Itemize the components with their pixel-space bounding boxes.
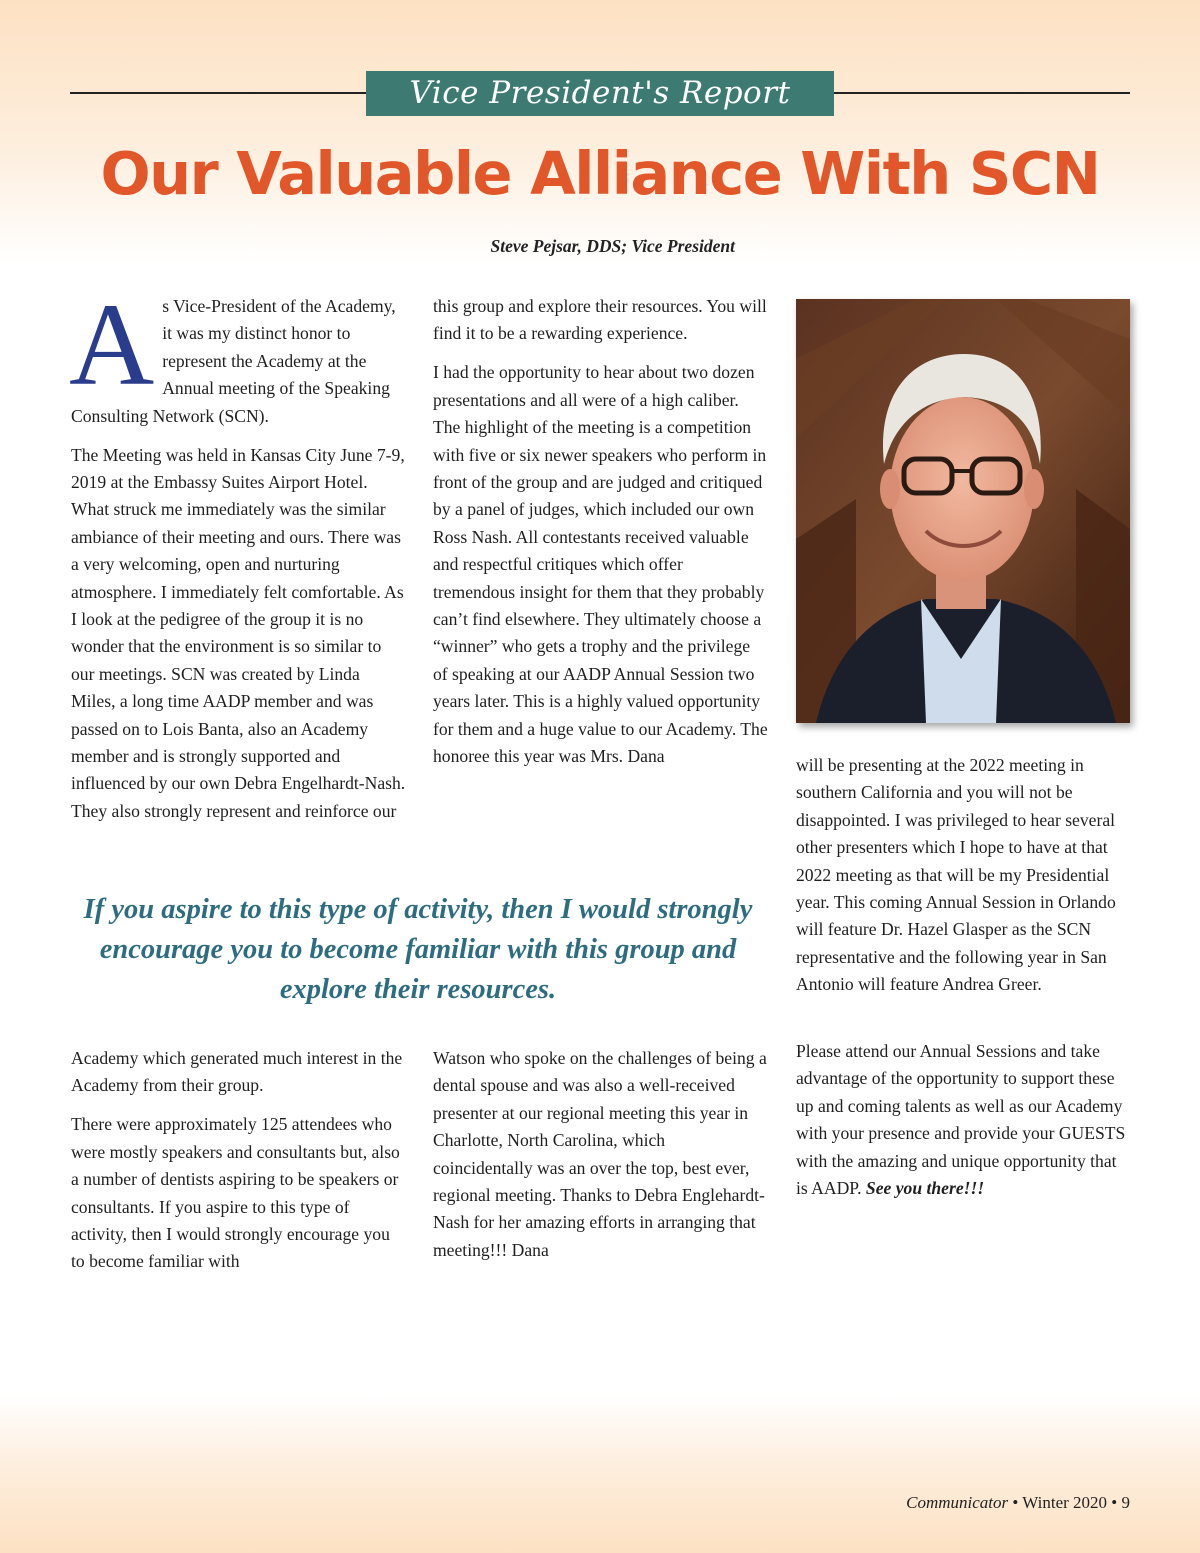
article-column-2-bottom	[433, 1045, 769, 1276]
article-column-1-top	[69, 279, 407, 837]
pull-quote: If you aspire to this type of activity, then I would strongly encourage you to become familiar with this group and explore their resources.	[83, 894, 753, 1005]
author-photo	[796, 299, 1130, 723]
portrait-image	[796, 299, 1130, 723]
paragraph-text: s Vice-President of the Academy, it was my distinct honor to represent the Academy at the Annual meeting of the Speaking Consulting Network (SCN).	[71, 296, 396, 426]
article-column-3-top	[796, 752, 1132, 1010]
header-background	[0, 0, 1200, 265]
paragraph-text: Please attend our Annual Sessions and take advantage of the opportunity to support these up and coming talents as well as our Academy with your presence and provide your GUESTS with the amazing and unique opportunity that is AADP.	[796, 1041, 1126, 1199]
header-rule-left	[70, 92, 366, 94]
paragraph: this group and explore their resources. You will find it to be a rewarding experience.	[433, 296, 767, 344]
paragraph: Academy which generated much interest in the Academy from their group.	[71, 1048, 403, 1096]
footer-background	[0, 1395, 1200, 1553]
page-title: Our Valuable Alliance With SCN	[100, 139, 1100, 208]
paragraph: I had the opportunity to hear about two dozen presentations and all were of a high caliber. The highlight of the meeting is a competition with five or six newer speakers who perform in front of the group and are judged and critiqued by a panel of judges, which included our own Ross Nash. All contestants received valuable and respectful critiques which offer tremendous insight for them that they probably can’t find elsewhere. They ultimately choose a “winner” who gets a trophy and the privilege of speaking at our AADP Annual Session two years later. This is a highly valued opportunity for them and a huge value to our Academy. The honoree this year was Mrs. Dana	[433, 362, 768, 766]
paragraph	[69, 279, 407, 430]
paragraph: There were approximately 125 attendees who were mostly speakers and consultants but, also a number of dentists aspiring to be speakers or consultants. If you aspire to this type of activity, then I would strongly encourage you to become familiar with	[71, 1114, 400, 1272]
byline: Steve Pejsar, DDS; Vice President	[490, 236, 735, 256]
section-label: Vice President's Report	[366, 71, 834, 116]
paragraph: will be presenting at the 2022 meeting in southern California and you will not be disappointed. I was privileged to hear several other presenters which I hope to have at that 2022 meeting as that will be my Presidential year. This coming Annual Session in Orlando will feature Dr. Hazel Glasper as the SCN representative and the following year in San Antonio will feature Andrea Greer.	[796, 755, 1116, 995]
paragraph: The Meeting was held in Kansas City June 7-9, 2019 at the Embassy Suites Airport Hotel. What struck me immediately was the similar ambiance of their meeting and ours. There was a very welcoming, open and nurturing atmosphere. I immediately felt comfortable. As I look at the pedigree of the group it is no wonder that the environment is so similar to our meetings. SCN was created by Linda Miles, a long time AADP member and was passed on to Lois Banta, also an Academy member and is strongly supported and influenced by our own Debra Engelhardt-Nash. They also strongly represent and reinforce our	[71, 444, 406, 821]
header-rule-right	[834, 92, 1130, 94]
publication-name: Communicator	[906, 1493, 1009, 1512]
article-column-3-bottom	[796, 1038, 1132, 1214]
article-column-1-bottom	[71, 1045, 407, 1287]
issue-and-page: • Winter 2020 • 9	[1008, 1493, 1130, 1512]
closing-emphasis: See you there!!!	[865, 1178, 985, 1199]
drop-cap: A	[69, 279, 155, 410]
article-column-2-top	[433, 293, 769, 782]
paragraph: Watson who spoke on the challenges of being a dental spouse and was also a well-received presenter at our regional meeting this year in Charlotte, North Carolina, which coincidentally was an over the top, best ever, regional meeting. Thanks to Debra Englehardt-Nash for her amazing efforts in arranging that meeting!!! Dana	[433, 1048, 767, 1260]
paragraph	[796, 1038, 1132, 1202]
page-footer	[760, 1493, 1130, 1513]
